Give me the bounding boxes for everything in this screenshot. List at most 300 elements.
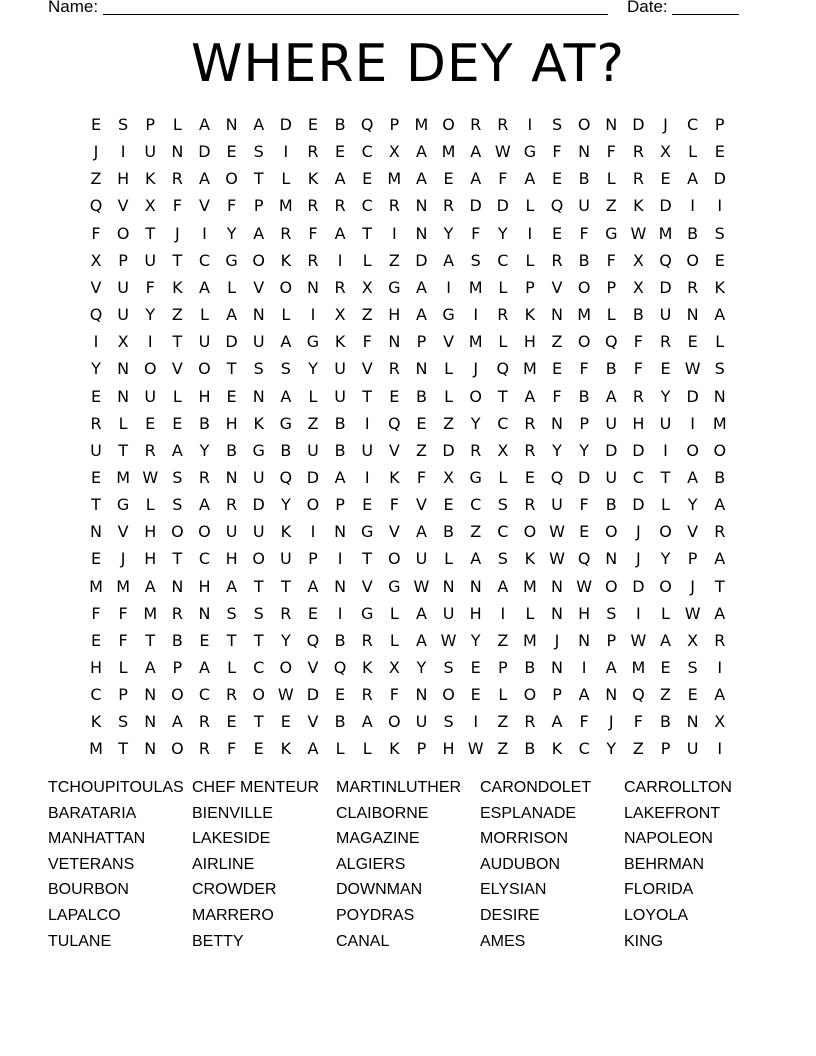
puzzle-letter[interactable]: S [118, 712, 129, 732]
puzzle-letter[interactable]: Z [497, 630, 509, 650]
puzzle-letter[interactable]: G [442, 305, 455, 325]
puzzle-letter[interactable]: I [473, 712, 479, 732]
puzzle-letter[interactable]: A [334, 169, 346, 189]
puzzle-letter[interactable]: P [389, 115, 400, 134]
puzzle-letter[interactable]: G [388, 576, 401, 596]
puzzle-letter[interactable]: W [142, 467, 159, 487]
puzzle-letter[interactable]: B [171, 630, 183, 650]
puzzle-letter[interactable]: Y [145, 305, 156, 325]
puzzle-letter[interactable]: K [389, 739, 400, 759]
puzzle-letter[interactable]: B [334, 440, 346, 460]
puzzle-letter[interactable]: W [630, 630, 647, 650]
puzzle-letter[interactable]: W [630, 223, 647, 243]
puzzle-letter[interactable]: K [172, 277, 183, 297]
puzzle-letter[interactable]: V [90, 277, 102, 297]
puzzle-letter[interactable]: V [361, 359, 373, 379]
puzzle-letter[interactable]: O [604, 522, 618, 542]
puzzle-letter[interactable]: B [198, 413, 210, 433]
puzzle-letter[interactable]: Z [388, 250, 400, 270]
puzzle-letter[interactable]: B [660, 712, 671, 732]
puzzle-letter[interactable]: Q [360, 115, 374, 134]
puzzle-letter[interactable]: E [470, 658, 481, 677]
puzzle-letter[interactable]: S [687, 658, 698, 677]
puzzle-letter[interactable]: O [171, 522, 184, 542]
puzzle-letter[interactable]: F [308, 223, 318, 243]
puzzle-letter[interactable]: M [89, 739, 103, 759]
puzzle-letter[interactable]: R [497, 305, 509, 325]
puzzle-letter[interactable]: X [117, 332, 129, 352]
puzzle-letter[interactable]: X [388, 142, 400, 162]
puzzle-letter[interactable]: R [307, 250, 319, 270]
puzzle-letter[interactable]: Y [226, 223, 237, 243]
puzzle-letter[interactable]: U [252, 522, 265, 542]
puzzle-letter[interactable]: Q [659, 250, 672, 270]
puzzle-letter[interactable]: K [90, 712, 102, 732]
puzzle-letter[interactable]: O [659, 522, 672, 542]
puzzle-letter[interactable]: A [714, 603, 726, 623]
puzzle-letter[interactable]: W [277, 685, 294, 705]
puzzle-letter[interactable]: D [632, 115, 645, 134]
puzzle-letter[interactable]: U [578, 196, 591, 216]
puzzle-letter[interactable]: T [714, 576, 725, 596]
puzzle-letter[interactable]: B [524, 739, 536, 759]
puzzle-letter[interactable]: I [147, 332, 153, 352]
puzzle-letter[interactable]: L [145, 495, 155, 515]
puzzle-letter[interactable]: F [145, 277, 155, 297]
puzzle-letter[interactable]: A [470, 549, 482, 569]
puzzle-letter[interactable]: E [660, 658, 671, 677]
puzzle-letter[interactable]: H [117, 169, 130, 189]
puzzle-letter[interactable]: R [198, 467, 211, 487]
puzzle-letter[interactable]: O [577, 332, 591, 352]
puzzle-letter[interactable]: E [687, 685, 698, 705]
puzzle-letter[interactable]: I [120, 142, 126, 162]
puzzle-letter[interactable]: K [334, 332, 346, 352]
puzzle-letter[interactable]: Q [550, 467, 564, 487]
puzzle-letter[interactable]: L [362, 250, 372, 270]
puzzle-letter[interactable]: S [443, 658, 454, 677]
puzzle-letter[interactable]: L [498, 277, 508, 297]
puzzle-letter[interactable]: O [469, 386, 482, 406]
puzzle-letter[interactable]: L [444, 359, 453, 379]
puzzle-letter[interactable]: F [471, 223, 481, 243]
puzzle-letter[interactable]: A [605, 386, 617, 406]
puzzle-letter[interactable]: I [364, 413, 370, 433]
puzzle-letter[interactable]: V [307, 658, 319, 677]
puzzle-letter[interactable]: N [144, 712, 157, 732]
puzzle-letter[interactable]: L [200, 305, 209, 325]
puzzle-letter[interactable]: J [663, 115, 668, 134]
puzzle-letter[interactable]: X [687, 630, 699, 650]
puzzle-letter[interactable]: K [280, 739, 292, 759]
puzzle-letter[interactable]: M [658, 223, 673, 243]
puzzle-letter[interactable]: A [226, 305, 238, 325]
puzzle-letter[interactable]: W [684, 359, 701, 379]
puzzle-letter[interactable]: H [198, 386, 211, 406]
puzzle-letter[interactable]: L [389, 630, 399, 650]
puzzle-letter[interactable]: I [391, 223, 397, 243]
puzzle-letter[interactable]: Q [89, 305, 103, 325]
puzzle-letter[interactable]: E [90, 630, 102, 650]
puzzle-letter[interactable]: M [116, 467, 131, 487]
puzzle-letter[interactable]: O [171, 685, 184, 705]
puzzle-letter[interactable]: L [606, 169, 616, 189]
puzzle-letter[interactable]: T [362, 549, 373, 569]
puzzle-letter[interactable]: H [225, 549, 238, 569]
puzzle-letter[interactable]: S [253, 359, 264, 379]
puzzle-letter[interactable]: U [307, 440, 319, 460]
puzzle-letter[interactable]: A [714, 495, 726, 515]
puzzle-letter[interactable]: N [388, 332, 401, 352]
puzzle-letter[interactable]: A [687, 467, 699, 487]
puzzle-letter[interactable]: F [633, 332, 643, 352]
puzzle-letter[interactable]: S [172, 467, 183, 487]
puzzle-letter[interactable]: D [279, 115, 292, 134]
puzzle-letter[interactable]: S [497, 549, 508, 569]
puzzle-letter[interactable]: A [171, 440, 183, 460]
puzzle-letter[interactable]: O [279, 658, 293, 677]
puzzle-letter[interactable]: A [415, 522, 427, 542]
puzzle-letter[interactable]: R [171, 603, 183, 623]
puzzle-letter[interactable]: A [578, 685, 590, 705]
puzzle-letter[interactable]: V [117, 522, 129, 542]
puzzle-letter[interactable]: A [415, 305, 427, 325]
puzzle-letter[interactable]: S [253, 142, 264, 162]
puzzle-letter[interactable]: E [551, 359, 563, 379]
puzzle-letter[interactable]: R [632, 169, 644, 189]
puzzle-letter[interactable]: D [306, 685, 320, 705]
puzzle-letter[interactable]: R [551, 250, 563, 270]
puzzle-letter[interactable]: W [467, 739, 484, 759]
puzzle-letter[interactable]: R [198, 712, 211, 732]
puzzle-letter[interactable]: V [361, 576, 373, 596]
puzzle-letter[interactable]: X [144, 196, 156, 216]
puzzle-letter[interactable]: T [660, 467, 671, 487]
puzzle-letter[interactable]: F [389, 685, 399, 705]
puzzle-letter[interactable]: V [415, 495, 427, 515]
puzzle-letter[interactable]: V [117, 196, 129, 216]
puzzle-letter[interactable]: R [442, 196, 455, 216]
puzzle-letter[interactable]: N [605, 549, 618, 569]
puzzle-letter[interactable]: B [334, 712, 346, 732]
puzzle-letter[interactable]: N [469, 576, 482, 596]
puzzle-letter[interactable]: B [714, 467, 726, 487]
puzzle-letter[interactable]: X [361, 277, 373, 297]
puzzle-letter[interactable]: S [497, 495, 508, 515]
puzzle-letter[interactable]: I [93, 332, 99, 352]
puzzle-letter[interactable]: P [606, 277, 617, 297]
puzzle-letter[interactable]: L [335, 739, 345, 759]
puzzle-letter[interactable]: T [226, 359, 237, 379]
puzzle-letter[interactable]: F [552, 142, 562, 162]
puzzle-letter[interactable]: P [714, 115, 725, 134]
puzzle-letter[interactable]: L [661, 495, 670, 515]
puzzle-letter[interactable]: I [310, 305, 316, 325]
puzzle-letter[interactable]: R [90, 413, 102, 433]
puzzle-letter[interactable]: K [633, 196, 644, 216]
puzzle-letter[interactable]: X [388, 658, 400, 677]
puzzle-letter[interactable]: B [334, 115, 346, 134]
puzzle-letter[interactable]: P [253, 196, 264, 216]
puzzle-letter[interactable]: R [334, 277, 346, 297]
puzzle-letter[interactable]: O [252, 685, 266, 705]
puzzle-letter[interactable]: F [579, 495, 589, 515]
puzzle-letter[interactable]: Y [552, 440, 562, 460]
puzzle-letter[interactable]: F [579, 223, 589, 243]
puzzle-letter[interactable]: O [686, 250, 699, 270]
puzzle-letter[interactable]: D [659, 196, 672, 216]
puzzle-letter[interactable]: R [497, 115, 509, 134]
puzzle-letter[interactable]: E [90, 386, 102, 406]
puzzle-letter[interactable]: T [172, 549, 183, 569]
puzzle-letter[interactable]: U [605, 467, 618, 487]
puzzle-letter[interactable]: O [279, 277, 293, 297]
puzzle-letter[interactable]: O [442, 115, 455, 134]
puzzle-letter[interactable]: Y [199, 440, 210, 460]
puzzle-letter[interactable]: E [714, 250, 725, 270]
puzzle-letter[interactable]: L [498, 467, 508, 487]
puzzle-letter[interactable]: J [636, 549, 641, 569]
puzzle-letter[interactable]: R [470, 115, 482, 134]
puzzle-letter[interactable]: W [549, 522, 565, 542]
puzzle-letter[interactable]: G [116, 495, 130, 515]
puzzle-letter[interactable]: A [307, 739, 319, 759]
puzzle-letter[interactable]: U [605, 413, 618, 433]
puzzle-letter[interactable]: Y [280, 495, 291, 515]
puzzle-letter[interactable]: M [278, 196, 293, 216]
puzzle-letter[interactable]: D [496, 196, 509, 216]
puzzle-letter[interactable]: E [90, 467, 102, 487]
puzzle-letter[interactable]: F [606, 250, 616, 270]
puzzle-letter[interactable]: S [443, 712, 454, 732]
puzzle-letter[interactable]: V [687, 522, 699, 542]
puzzle-letter[interactable]: S [470, 250, 481, 270]
puzzle-letter[interactable]: R [334, 196, 346, 216]
puzzle-letter[interactable]: Y [660, 386, 671, 406]
puzzle-letter[interactable]: N [306, 277, 319, 297]
puzzle-letter[interactable]: M [523, 630, 537, 650]
puzzle-letter[interactable]: N [415, 359, 428, 379]
puzzle-letter[interactable]: B [578, 250, 590, 270]
puzzle-letter[interactable]: B [334, 630, 346, 650]
puzzle-letter[interactable]: M [523, 576, 537, 596]
puzzle-letter[interactable]: E [362, 495, 373, 515]
puzzle-letter[interactable]: D [713, 169, 726, 189]
puzzle-letter[interactable]: S [280, 359, 291, 379]
puzzle-letter[interactable]: O [523, 522, 537, 542]
puzzle-letter[interactable]: I [337, 549, 343, 569]
puzzle-letter[interactable]: A [334, 467, 346, 487]
puzzle-letter[interactable]: L [389, 603, 399, 623]
puzzle-letter[interactable]: R [361, 630, 373, 650]
puzzle-letter[interactable]: I [500, 603, 506, 623]
puzzle-letter[interactable]: A [415, 142, 427, 162]
puzzle-letter[interactable]: A [226, 576, 238, 596]
puzzle-letter[interactable]: O [442, 685, 455, 705]
puzzle-letter[interactable]: Q [577, 549, 591, 569]
puzzle-letter[interactable]: T [91, 495, 101, 515]
puzzle-letter[interactable]: O [143, 359, 157, 379]
puzzle-letter[interactable]: E [524, 467, 535, 487]
puzzle-letter[interactable]: E [416, 413, 427, 433]
puzzle-letter[interactable]: N [198, 603, 211, 623]
puzzle-letter[interactable]: L [281, 305, 291, 325]
puzzle-letter[interactable]: I [690, 413, 695, 433]
puzzle-letter[interactable]: A [198, 277, 210, 297]
puzzle-letter[interactable]: P [687, 549, 698, 569]
puzzle-letter[interactable]: M [116, 576, 131, 596]
puzzle-letter[interactable]: G [279, 413, 293, 433]
puzzle-letter[interactable]: D [632, 576, 645, 596]
puzzle-letter[interactable]: X [660, 142, 671, 162]
puzzle-letter[interactable]: R [524, 440, 536, 460]
puzzle-letter[interactable]: E [714, 142, 725, 162]
puzzle-letter[interactable]: H [198, 576, 211, 596]
puzzle-letter[interactable]: L [498, 685, 508, 705]
puzzle-letter[interactable]: U [198, 332, 211, 352]
puzzle-letter[interactable]: O [198, 522, 211, 542]
puzzle-letter[interactable]: P [497, 658, 508, 677]
puzzle-letter[interactable]: K [253, 413, 264, 433]
puzzle-letter[interactable]: T [172, 250, 183, 270]
puzzle-letter[interactable]: U [252, 332, 265, 352]
puzzle-letter[interactable]: J [93, 142, 99, 162]
puzzle-letter[interactable]: L [688, 142, 698, 162]
puzzle-letter[interactable]: R [361, 685, 373, 705]
puzzle-letter[interactable]: P [416, 739, 427, 759]
puzzle-letter[interactable]: U [225, 522, 238, 542]
puzzle-letter[interactable]: Z [443, 413, 455, 433]
puzzle-letter[interactable]: N [225, 115, 238, 134]
puzzle-letter[interactable]: O [686, 440, 699, 460]
puzzle-letter[interactable]: A [198, 115, 210, 134]
puzzle-letter[interactable]: E [443, 495, 454, 515]
puzzle-letter[interactable]: T [145, 630, 156, 650]
puzzle-letter[interactable]: H [144, 522, 157, 542]
puzzle-letter[interactable]: R [280, 223, 292, 243]
puzzle-letter[interactable]: Y [416, 658, 427, 677]
puzzle-letter[interactable]: L [308, 386, 318, 406]
puzzle-letter[interactable]: B [605, 359, 617, 379]
puzzle-letter[interactable]: M [577, 305, 592, 325]
puzzle-letter[interactable]: H [225, 413, 238, 433]
puzzle-letter[interactable]: A [334, 223, 346, 243]
puzzle-letter[interactable]: B [578, 169, 590, 189]
puzzle-letter[interactable]: B [578, 386, 590, 406]
puzzle-letter[interactable]: U [334, 359, 346, 379]
puzzle-letter[interactable]: I [202, 223, 207, 243]
puzzle-letter[interactable]: H [442, 739, 455, 759]
puzzle-letter[interactable]: Z [470, 522, 482, 542]
puzzle-letter[interactable]: F [416, 467, 427, 487]
puzzle-letter[interactable]: F [118, 630, 128, 650]
puzzle-letter[interactable]: A [415, 277, 427, 297]
puzzle-letter[interactable]: V [198, 196, 210, 216]
puzzle-letter[interactable]: E [687, 332, 698, 352]
puzzle-letter[interactable]: S [118, 115, 129, 134]
puzzle-letter[interactable]: R [226, 685, 238, 705]
puzzle-letter[interactable]: J [608, 712, 614, 732]
puzzle-letter[interactable]: J [636, 522, 641, 542]
puzzle-letter[interactable]: U [415, 549, 428, 569]
puzzle-letter[interactable]: R [388, 359, 400, 379]
puzzle-letter[interactable]: C [361, 142, 373, 162]
puzzle-letter[interactable]: Z [90, 169, 102, 189]
puzzle-letter[interactable]: N [252, 386, 265, 406]
puzzle-letter[interactable]: R [307, 142, 319, 162]
puzzle-letter[interactable]: C [198, 685, 211, 705]
puzzle-letter[interactable]: N [415, 223, 428, 243]
puzzle-letter[interactable]: T [253, 169, 264, 189]
puzzle-letter[interactable]: N [171, 142, 184, 162]
puzzle-letter[interactable]: L [172, 386, 182, 406]
puzzle-letter[interactable]: G [469, 467, 482, 487]
puzzle-letter[interactable]: T [226, 630, 237, 650]
puzzle-letter[interactable]: A [551, 712, 563, 732]
puzzle-letter[interactable]: C [470, 495, 482, 515]
puzzle-letter[interactable]: R [714, 522, 726, 542]
puzzle-letter[interactable]: A [198, 169, 210, 189]
puzzle-letter[interactable]: A [280, 386, 292, 406]
puzzle-letter[interactable]: Q [306, 630, 320, 650]
puzzle-letter[interactable]: O [116, 223, 130, 243]
puzzle-letter[interactable]: N [551, 305, 564, 325]
puzzle-letter[interactable]: F [579, 359, 589, 379]
puzzle-letter[interactable]: Y [470, 413, 481, 433]
puzzle-letter[interactable]: T [253, 576, 264, 596]
puzzle-letter[interactable]: Q [388, 413, 401, 433]
puzzle-letter[interactable]: M [387, 169, 402, 189]
puzzle-letter[interactable]: L [227, 658, 237, 677]
puzzle-letter[interactable]: Y [443, 223, 454, 243]
puzzle-letter[interactable]: X [90, 250, 102, 270]
puzzle-letter[interactable]: R [524, 495, 536, 515]
puzzle-letter[interactable]: Y [470, 630, 481, 650]
puzzle-letter[interactable]: N [551, 413, 564, 433]
puzzle-letter[interactable]: D [605, 440, 618, 460]
puzzle-letter[interactable]: P [335, 495, 345, 515]
puzzle-letter[interactable]: W [440, 630, 457, 650]
puzzle-letter[interactable]: Z [307, 413, 319, 433]
puzzle-letter[interactable]: Q [89, 196, 103, 216]
puzzle-letter[interactable]: B [443, 522, 455, 542]
puzzle-letter[interactable]: F [172, 196, 182, 216]
puzzle-letter[interactable]: X [714, 712, 726, 732]
puzzle-letter[interactable]: N [117, 386, 130, 406]
puzzle-letter[interactable]: I [310, 522, 316, 542]
puzzle-letter[interactable]: S [714, 359, 725, 379]
puzzle-letter[interactable]: W [576, 576, 593, 596]
puzzle-letter[interactable]: T [253, 712, 264, 732]
puzzle-letter[interactable]: N [117, 359, 130, 379]
puzzle-letter[interactable]: I [636, 603, 641, 623]
puzzle-letter[interactable]: T [362, 386, 373, 406]
puzzle-letter[interactable]: T [362, 223, 373, 243]
puzzle-letter[interactable]: C [361, 196, 373, 216]
puzzle-letter[interactable]: F [498, 169, 508, 189]
puzzle-letter[interactable]: P [118, 685, 128, 705]
puzzle-letter[interactable]: U [659, 305, 672, 325]
puzzle-letter[interactable]: U [252, 467, 265, 487]
puzzle-letter[interactable]: N [334, 522, 347, 542]
puzzle-letter[interactable]: E [362, 169, 373, 189]
puzzle-letter[interactable]: K [280, 250, 292, 270]
puzzle-letter[interactable]: Q [333, 658, 347, 677]
puzzle-letter[interactable]: C [90, 685, 102, 705]
puzzle-letter[interactable]: E [172, 413, 183, 433]
puzzle-letter[interactable]: M [89, 576, 103, 596]
puzzle-letter[interactable]: A [660, 630, 671, 650]
